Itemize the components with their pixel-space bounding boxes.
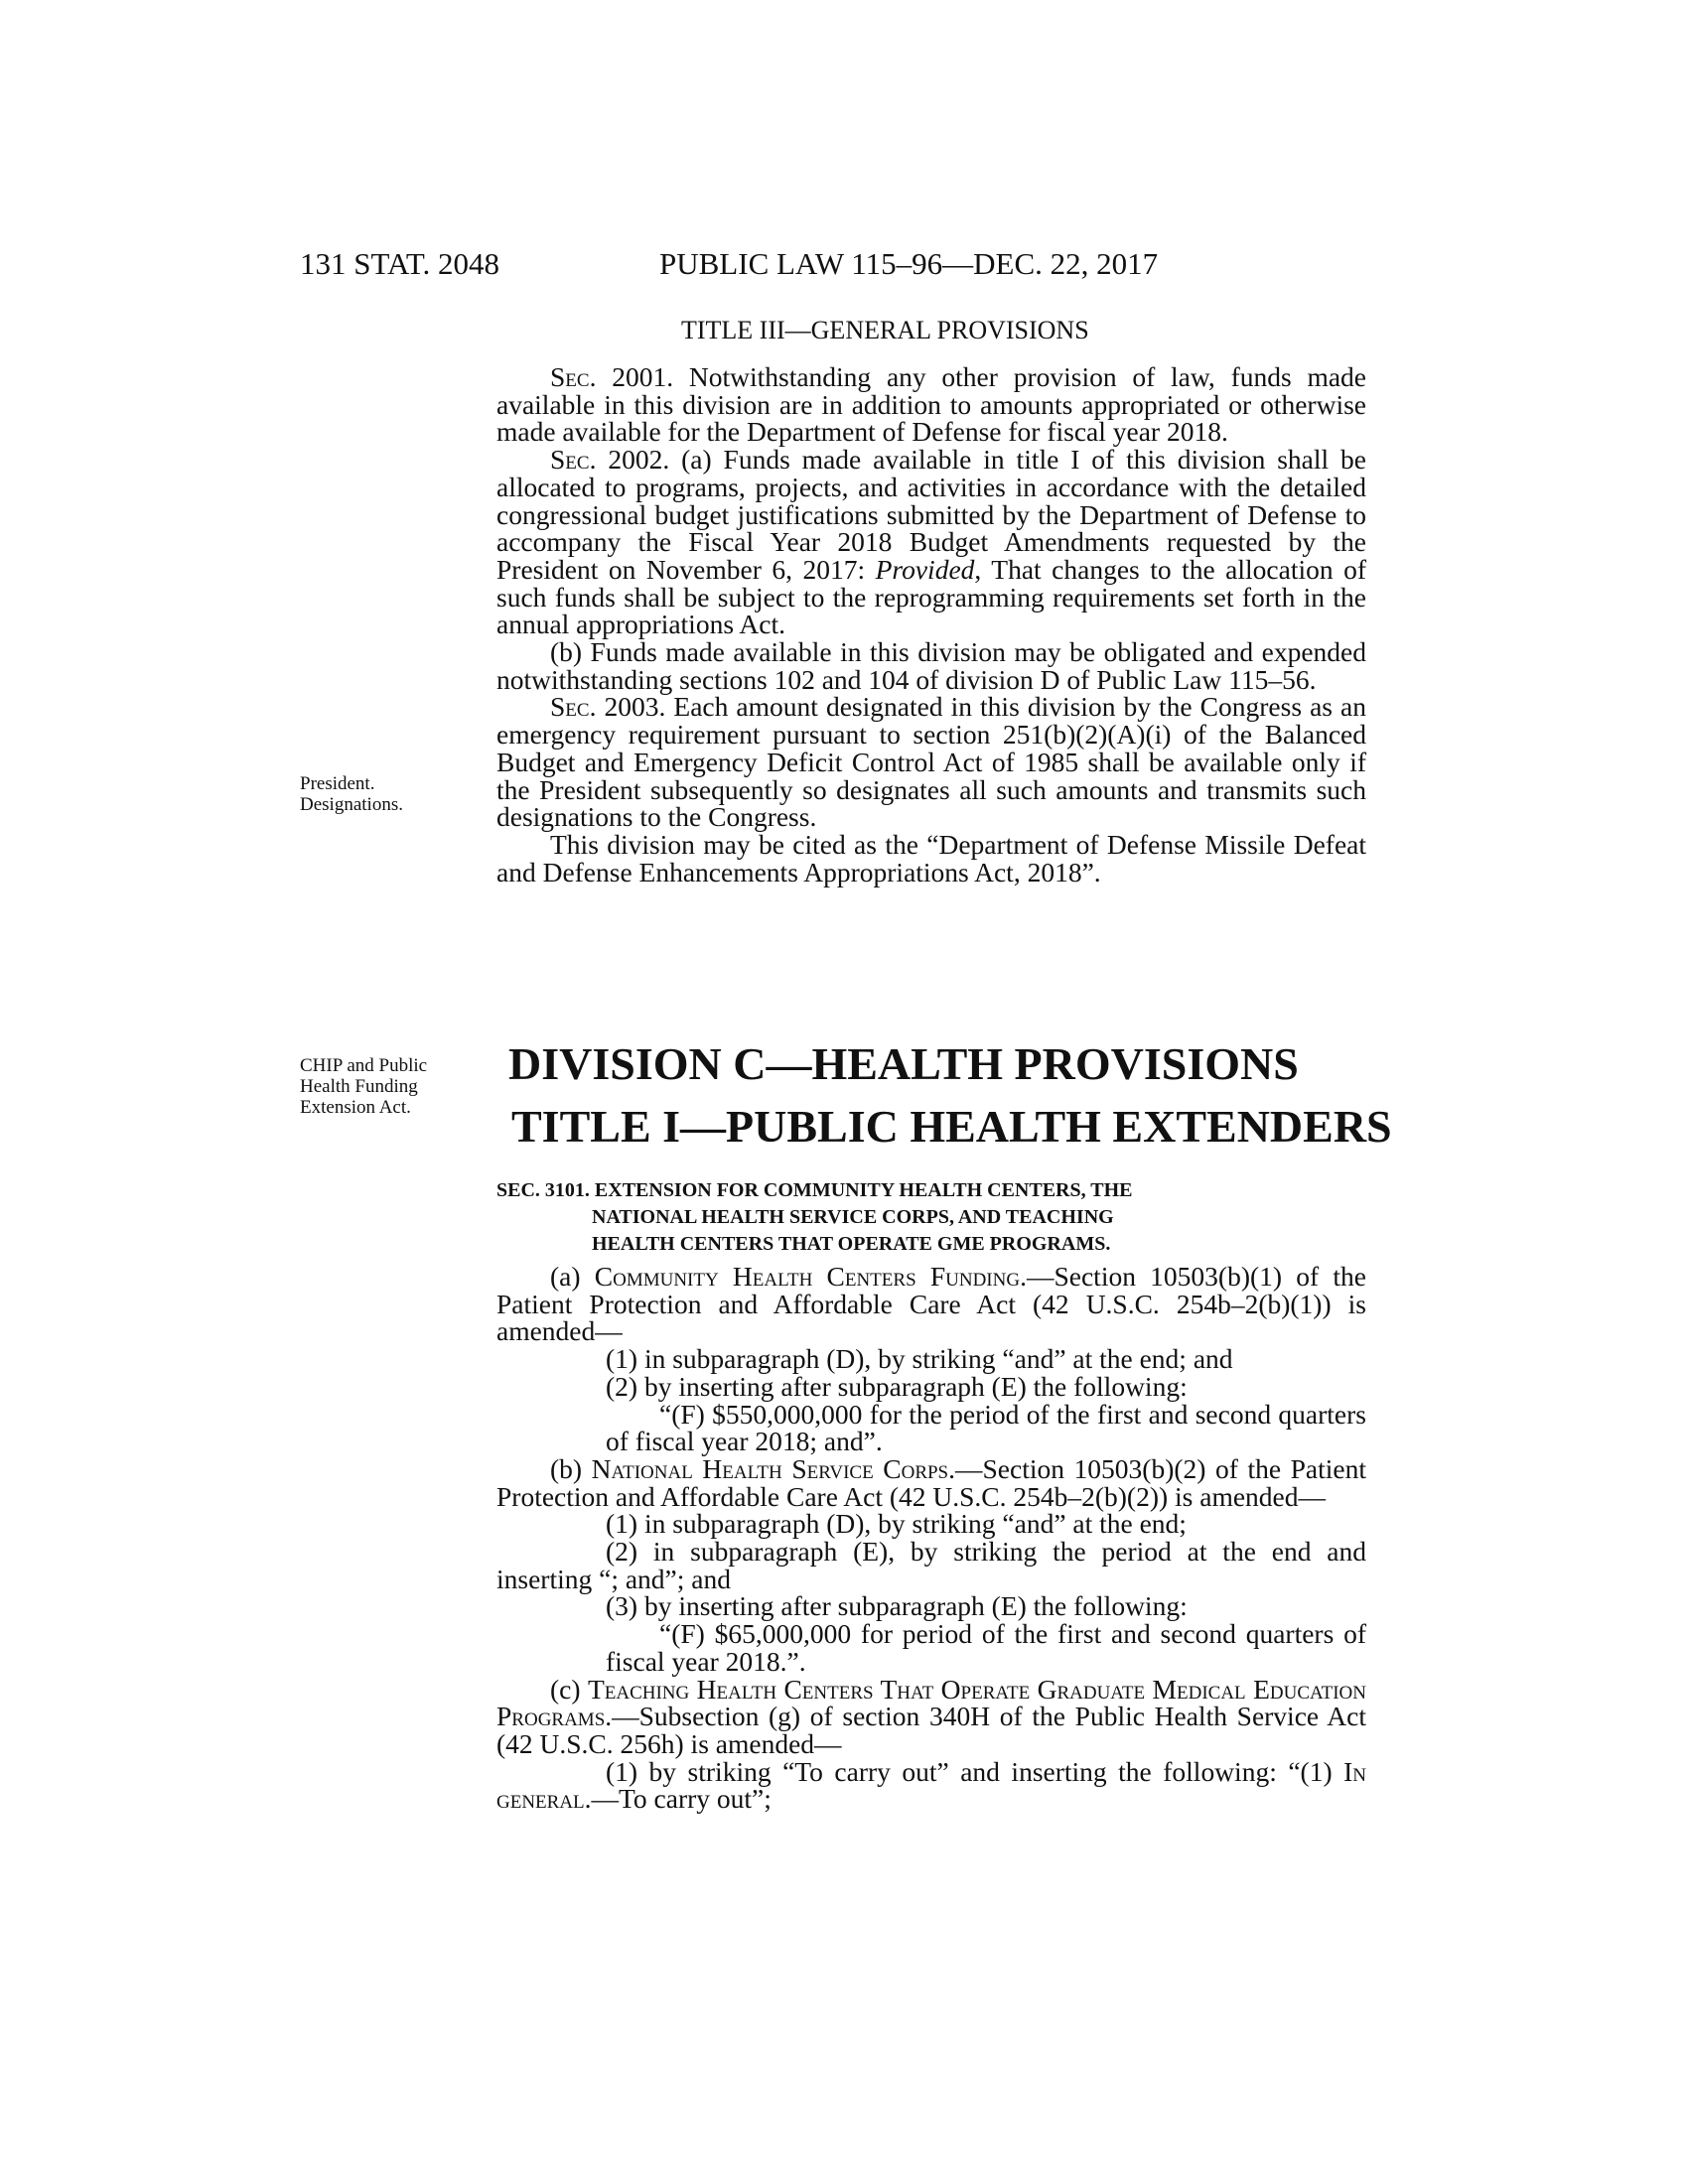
sec-label: Sec (550, 361, 590, 392)
section-heading-line: SEC. 3101. EXTENSION FOR COMMUNITY HEALTH CENTERS, THE (496, 1179, 1133, 1201)
margin-note-line: CHIP and Public (300, 1055, 428, 1076)
para-lead: (a) (550, 1261, 595, 1292)
item-text: (1) by striking “To carry out” and inserting the following: “(1) (606, 1755, 1344, 1787)
sec-number: . 2003. (589, 691, 666, 723)
paragraph-c (496, 1673, 1366, 1759)
margin-note-chip (300, 1055, 459, 1118)
margin-note-line: Extension Act. (300, 1097, 411, 1118)
para-text: .—Section 10503(b)(2) of the Patient Protection and Affordable Care Act (42 U.S.C. 254b–2(b)(2)) is amended— (496, 1452, 1366, 1512)
title-iii-heading: TITLE III—GENERAL PROVISIONS (681, 316, 1089, 344)
section-3101-body (496, 1263, 1366, 1813)
paragraph-a (496, 1263, 1366, 1345)
para-lead: (c) (550, 1673, 588, 1705)
para-heading: National Health Service Corps (591, 1452, 949, 1484)
page-stat-number: 131 STAT. 2048 (300, 246, 500, 281)
sec-number: . 2002. (589, 444, 670, 476)
section-2003 (496, 693, 1366, 831)
section-heading-line: NATIONAL HEALTH SERVICE CORPS, AND TEACHING (592, 1206, 1114, 1228)
item-text: .—To carry out”; (584, 1783, 772, 1815)
paragraph-a-item-1: (1) in subparagraph (D), by striking “and” at the end; and (606, 1343, 1233, 1375)
section-3101-heading (496, 1177, 1366, 1258)
sec-text: Notwithstanding any other provision of law, funds made available in this division are in addition to amounts appropriated or otherwise made available for the Department of Defense for fiscal year 2018. (496, 361, 1366, 448)
division-citation: This division may be cited as the “Department of Defense Missile Defeat and Defense Enhancements Appropriations Act, 2018”. (496, 828, 1366, 887)
sec-label: Sec (550, 691, 590, 723)
paragraph-b-item-3: (3) by inserting after subparagraph (E) the following: (606, 1590, 1188, 1622)
paragraph-b-item-2: (2) in subparagraph (E), by striking the period at the end and inserting “; and”; and (496, 1536, 1366, 1594)
paragraph-c-item-1 (496, 1755, 1366, 1815)
paragraph-a-quote: “(F) $550,000,000 for the period of the first and second quarters of fiscal year 2018; and”. (606, 1398, 1366, 1457)
provided-term: Provided (875, 553, 975, 585)
section-2001 (496, 363, 1366, 446)
sec-text: Each amount designated in this division by the Congress as an emergency requirement pursuant to section 251(b)(2)(A)(i) of the Balanced Budget and Emergency Deficit Control Act of 1985 shall be available only if the President subsequently so designates all such amounts and transmits such designations to the Congress. (496, 691, 1366, 833)
sec-text: (a) Funds made available in title I of this division shall be allocated to programs, projects, and activities in accordance with the detailed congressional budget justifications submitted by the Department of Defense to accompany the Fiscal Year 2018 Budget Amendments requested by the President on November 6, 2017: (496, 444, 1367, 585)
sec-text: , That changes to the allocation of such funds shall be subject to the reprogramming requirements set forth in the annual appropriations Act. (496, 553, 1367, 640)
section-2002-b: (b) Funds made available in this division may be obligated and expended notwithstanding sections 102 and 104 of division D of Public Law 115–56. (496, 636, 1366, 695)
sec-number: . 2001. (589, 361, 674, 392)
para-text: .—Section 10503(b)(1) of the Patient Protection and Affordable Care Act (42 U.S.C. 254b–2(b)(1)) is amended— (496, 1261, 1366, 1347)
para-heading: Community Health Centers Funding (594, 1261, 1021, 1292)
paragraph-b (496, 1452, 1366, 1512)
margin-note-line: President. (300, 773, 375, 794)
margin-note-line: Designations. (300, 794, 403, 815)
division-c-heading: DIVISION C—HEALTH PROVISIONS (508, 1038, 1299, 1089)
paragraph-a-item-2: (2) by inserting after subparagraph (E) the following: (606, 1370, 1188, 1402)
para-lead: (b) (550, 1452, 592, 1484)
section-2002-a (496, 446, 1366, 638)
sec-label: Sec (550, 444, 590, 476)
para-heading: Teaching Health Centers That Operate Graduate Medical Education Programs (496, 1673, 1366, 1732)
section-heading-line: HEALTH CENTERS THAT OPERATE GME PROGRAMS. (592, 1233, 1111, 1255)
item-heading: In general (496, 1755, 1366, 1815)
paragraph-b-item-1: (1) in subparagraph (D), by striking “and” at the end; (606, 1508, 1187, 1540)
title-i-heading: TITLE I—PUBLIC HEALTH EXTENDERS (511, 1101, 1392, 1152)
paragraph-b-quote: “(F) $65,000,000 for period of the first and second quarters of fiscal year 2018.”. (606, 1618, 1366, 1677)
para-text: .—Subsection (g) of section 340H of the Public Health Service Act (42 U.S.C. 256h) is amended— (496, 1701, 1366, 1759)
title-iii-body (496, 363, 1366, 886)
page-law-header: PUBLIC LAW 115–96—DEC. 22, 2017 (659, 246, 1159, 281)
margin-note-line: Health Funding (300, 1076, 418, 1097)
margin-note-president (300, 773, 459, 815)
